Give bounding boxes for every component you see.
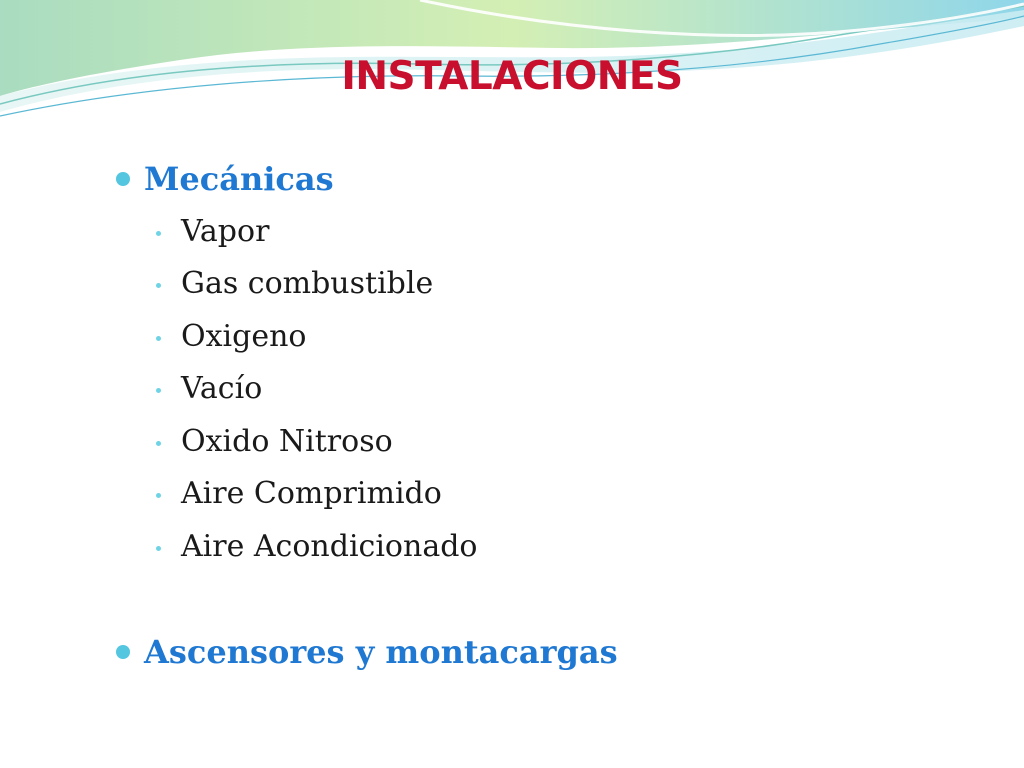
list-item xyxy=(156,468,477,521)
list-item-label: Aire Comprimido xyxy=(181,476,442,512)
section-heading-label: Ascensores y montacargas xyxy=(144,633,618,671)
list-item xyxy=(156,205,477,258)
list-item-label: Oxido Nitroso xyxy=(181,423,393,459)
slide-title: INSTALACIONES xyxy=(341,54,683,99)
list-item xyxy=(156,415,477,468)
list-item xyxy=(156,310,477,363)
section-heading-label: Mecánicas xyxy=(144,160,334,198)
small-bullet-icon xyxy=(156,283,161,288)
bullet-icon xyxy=(116,645,130,659)
small-bullet-icon xyxy=(156,388,161,393)
section-heading-mecanicas xyxy=(116,160,334,198)
small-bullet-icon xyxy=(156,231,161,236)
list-item xyxy=(156,258,477,311)
list-item xyxy=(156,520,477,573)
mecanicas-list xyxy=(156,205,477,573)
bullet-icon xyxy=(116,172,130,186)
small-bullet-icon xyxy=(156,441,161,446)
list-item xyxy=(156,363,477,416)
list-item-label: Vacío xyxy=(181,371,263,407)
list-item-label: Vapor xyxy=(181,213,270,249)
list-item-label: Oxigeno xyxy=(181,318,307,354)
small-bullet-icon xyxy=(156,493,161,498)
small-bullet-icon xyxy=(156,336,161,341)
list-item-label: Gas combustible xyxy=(181,266,434,302)
section-heading-ascensores xyxy=(116,633,618,671)
small-bullet-icon xyxy=(156,546,161,551)
list-item-label: Aire Acondicionado xyxy=(181,528,478,564)
